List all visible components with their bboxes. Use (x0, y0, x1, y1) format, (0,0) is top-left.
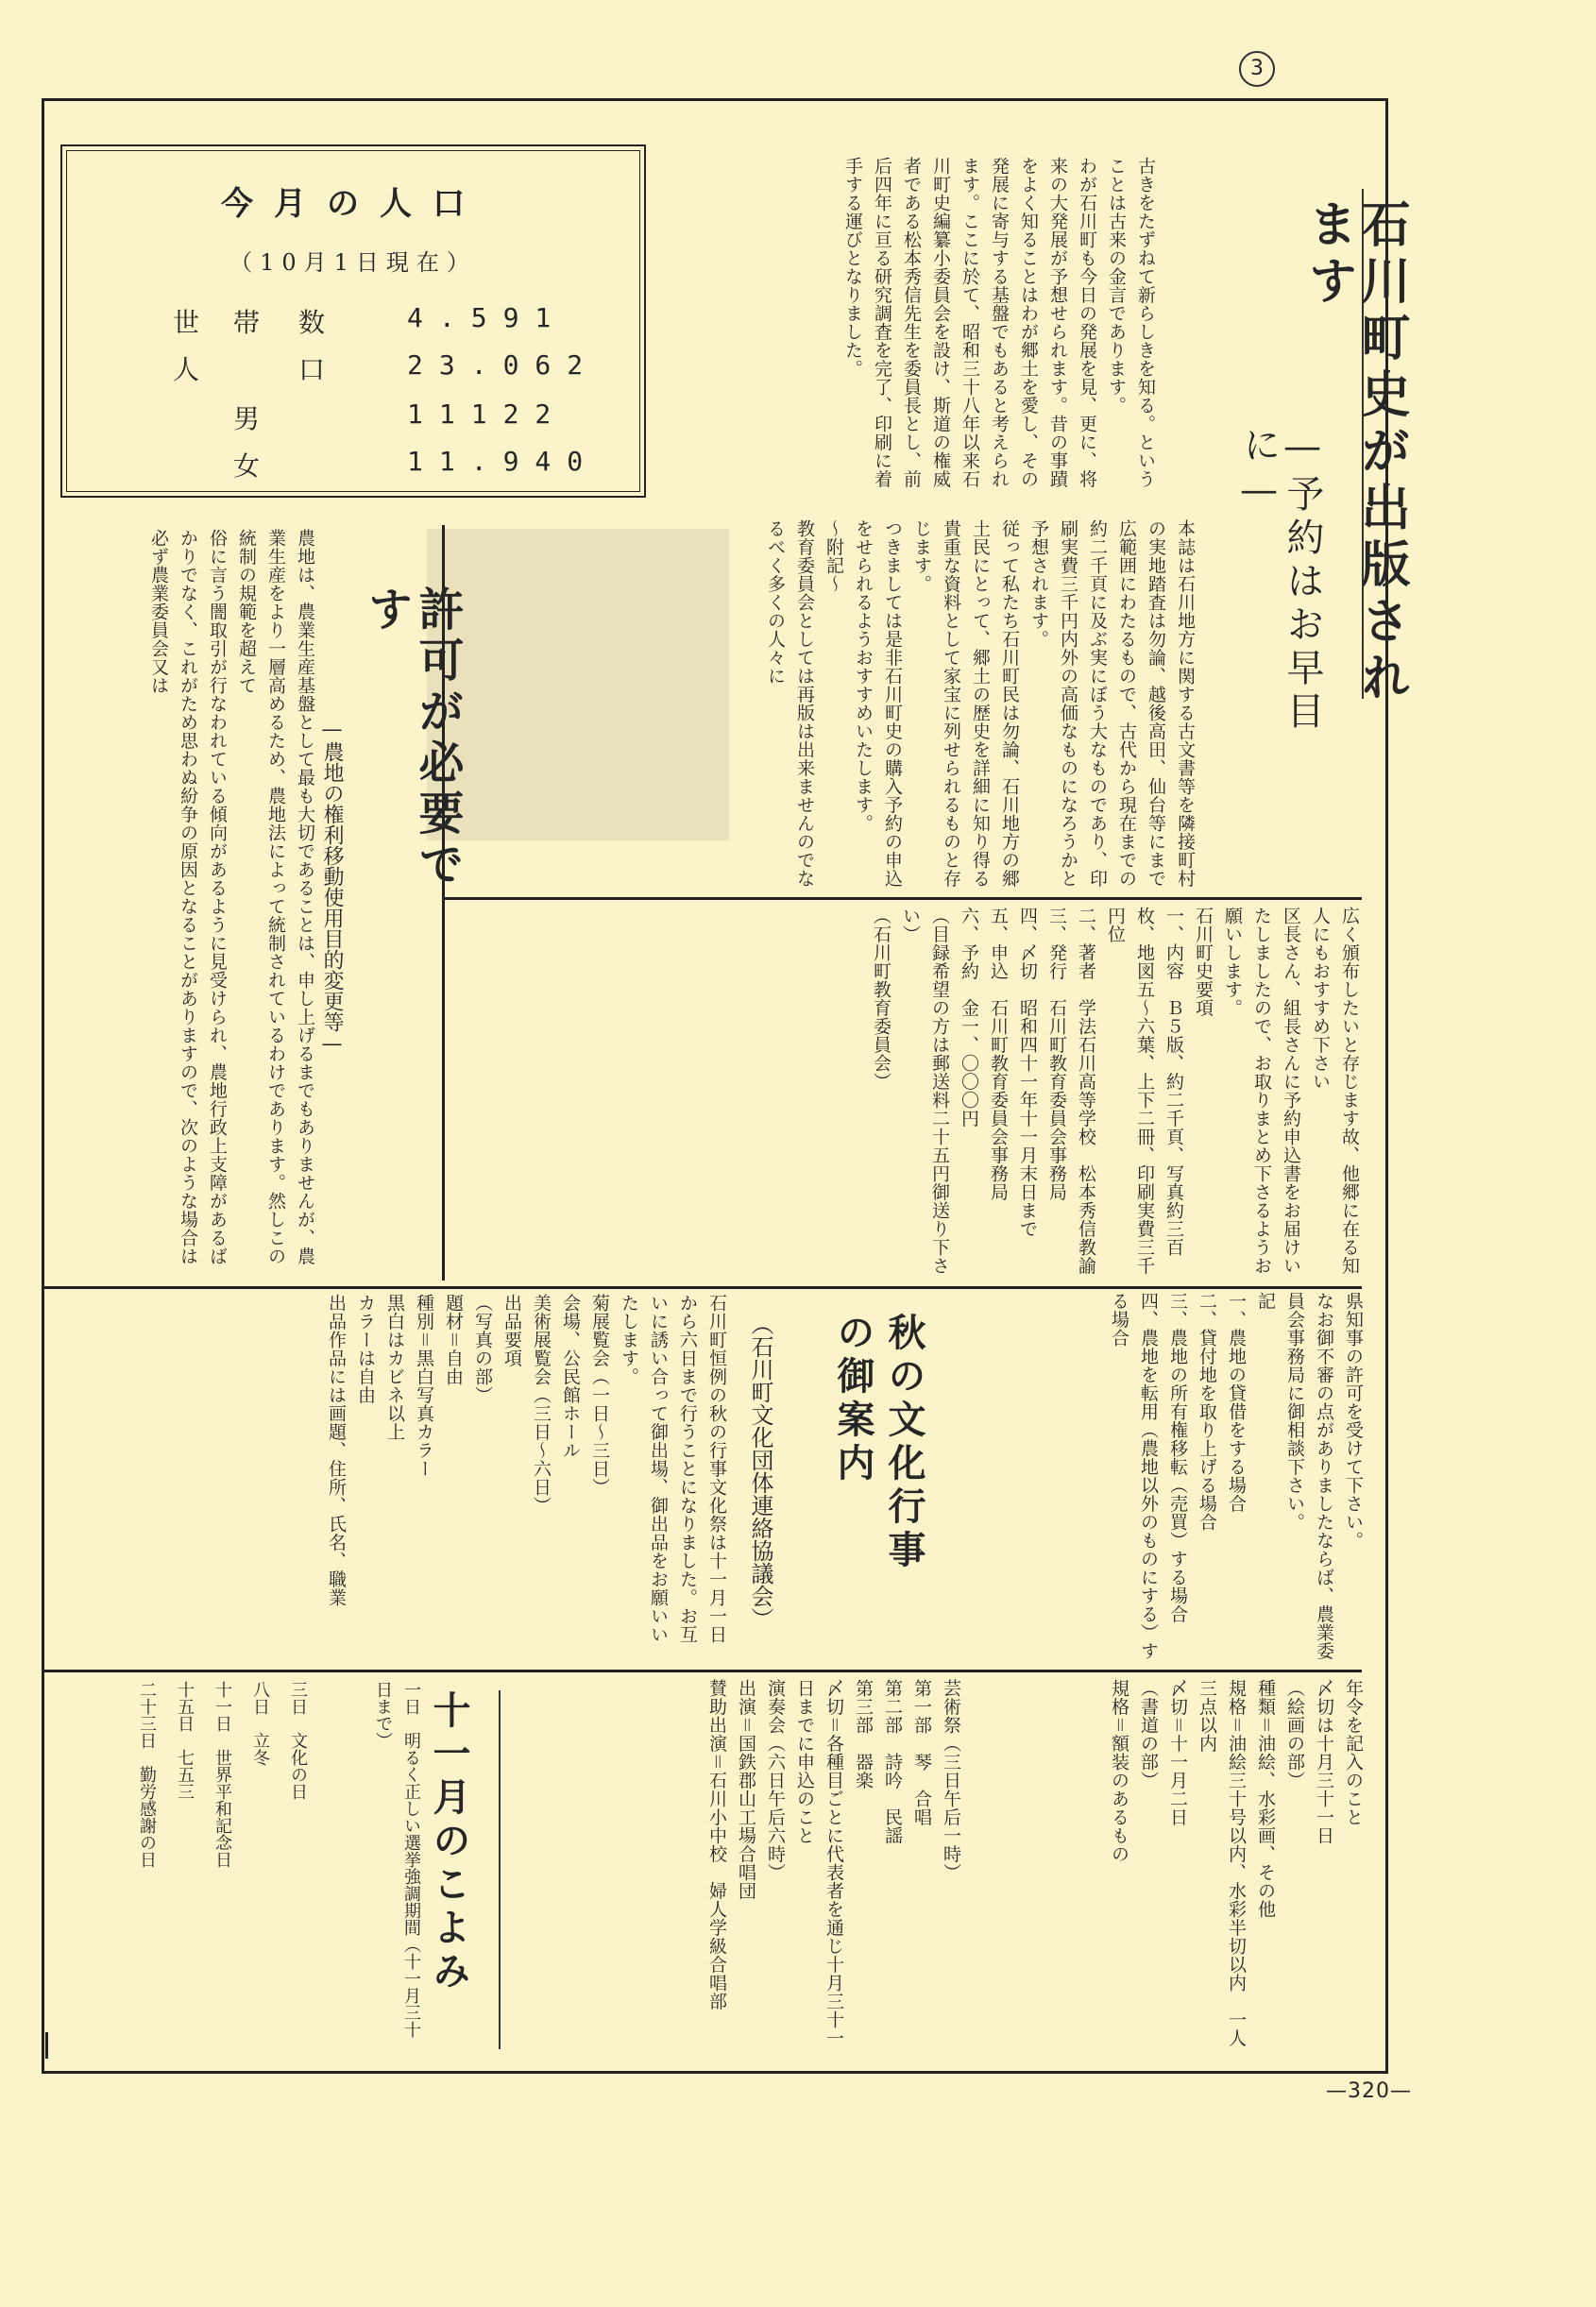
calendar-day: 八日 (250, 1681, 270, 1715)
population-date: （10月1日現在） (229, 249, 477, 276)
lower-divider (43, 1670, 1362, 1672)
calendar-event: 明るく正しい選挙強調期間（十一月三十日まで） (373, 1681, 421, 2038)
people-row (67, 349, 634, 393)
page-number-circle: 3 (1239, 51, 1275, 87)
footer-page-number: —320— (1326, 2079, 1412, 2103)
female-row (67, 446, 634, 489)
female-value: 11.940 (407, 446, 600, 477)
people-label-c: 口 (298, 354, 326, 385)
male-label: 男 (233, 403, 261, 434)
households-row (67, 302, 634, 346)
permit-title: 許可が必要です (360, 585, 464, 891)
calendar-event: 世界平和記念日 (212, 1749, 232, 1868)
history-body-a: 本誌は石川地方に関する古文書等を隣接町村の実地踏査は勿論、越後高田、仙台等にまで広範囲にわたるもので、古代から現在までの約二千頁に及ぶ実にぼう大なものであり、印刷実費三千円内外の高価なものになろうかと予想されます。 従って私たち石川町民は勿論、石川地方の郷土民にとって、郷土の歴史を詳細に知り得る貴重な資料として家宝に列せられるものと存じます。 つきましては是非石川町史の購入予約の申込をせられるようおすすめいたします。 〜附記〜 教育委員会としては再版は出来ませんのでなるべく多くの人々に (765, 519, 1196, 888)
calendar-day: 十一日 (212, 1681, 232, 1732)
history-divider (444, 897, 1362, 900)
calendar-event: 勤労感謝の日 (137, 1766, 157, 1868)
households-label-b: 帯 (233, 307, 261, 338)
history-title-underline (1362, 189, 1364, 699)
calendar-day: 三日 (288, 1681, 308, 1715)
arts-festival: 芸術祭（三日午后一時） 第一部 琴 合唱 第二部 詩吟 民謡 第三部 器楽 〆切＝各種目ごとに代表者を通じ十月三十一日までに申込のこと 演奏会（六日午后六時） 出演＝国鉄郡山工場合唱団 賛助出演＝石川小中校 婦人学級合唱部 (706, 1679, 961, 2047)
permit-body-continued: 県知事の許可を受けて下さい。 なお御不審の点がありましたならば、農業委員会事務局に御相談下さい。 記 一、農地の貸借をする場合 二、貸付地を取り上げる場合 三、農地の所有権移転（売買）する場合 四、農地を転用（農地以外のものにする）する場合 (1109, 1292, 1364, 1660)
households-label-c: 数 (298, 307, 326, 338)
history-intro: 古きをたずねて新らしきを知る。ということは古来の金言であります。 わが石川町も今日の発展を見、更に、将来の大発展が予想せられます。昔の事蹟をよく知ることはわが郷土を愛し、その発展に寄与する基盤でもあると考えられます。ここに於て、昭和三十八年以来石川町史編纂小委員会を設け、斯道の権威者である松本秀信先生を委員長とし、前后四年に亘る研究調査を完了、印刷に着手する運びとなりました。 (842, 157, 1156, 488)
population-box (60, 144, 646, 498)
calendar-list (57, 1681, 421, 2059)
permit-body: 農地は、農業生産基盤として最も大切であることは、申し上げるまでもありませんが、農業生産をより一層高めるため、農地法によって統制されているわけであります。然しこの統制の規範を超えて 俗に言う闇取引が行なわれている傾向があるように見受けられ、農地行政上支障があるばかりでなく、これがため思わぬ紛争の原因となることがありますので、次のような場合は必ず農業委員会又は (148, 529, 315, 1265)
calendar-entry (132, 1681, 189, 2040)
culture-subtitle: （石川町文化団体連絡協議会） (747, 1313, 773, 1630)
female-label: 女 (233, 450, 261, 482)
corner-bracket (45, 2032, 54, 2059)
middle-divider (43, 1286, 1362, 1289)
households-value: 4.591 (407, 302, 568, 333)
permit-subtitle: —農地の権利移動使用目的変更等— (320, 718, 344, 1056)
culture-title: 秋の文化行事の御案内 (831, 1313, 926, 1573)
calendar-day: 十五日 (175, 1681, 195, 1732)
history-body-b: 広く頒布したいと存じます故、他郷に在る知人にもおすすめ下さい 区長さん、組長さんに予約申込書をお届けいたしましたので、お取りまとめ下さるようお願いします。 石川町史要項 一、内容 Ｂ５版、約二千頁、写真約三百枚、地図五〜六葉、上下二冊、印刷実費三千円位 二、著者 学法石川高等学校 松本秀信教諭 三、発行 石川町教育委員会事務局 四、〆切 昭和四十一年十一月末日まで 五、申込 石川町教育委員会事務局 六、予約 金一、〇〇〇円 （目録希望の方は郵送料二十五円御送り下さい） （石川町教育委員会） (871, 907, 1360, 1275)
calendar-divider (499, 1690, 501, 2049)
calendar-entry (368, 1681, 453, 2040)
calendar-title: 十一月のこよみ (427, 1690, 471, 1994)
history-title: 石川町史が出版されます (1299, 198, 1410, 708)
calendar-event: 立冬 (250, 1732, 270, 1766)
male-value: 11122 (407, 399, 568, 430)
male-row (67, 399, 634, 442)
calendar-day: 二十三日 (137, 1681, 157, 1749)
calendar-event: 文化の日 (288, 1732, 308, 1800)
culture-body-right: 年令を記入のこと 〆切は十月三十一日 （絵画の部） 種類＝油絵、水彩画、その他 規格＝油絵三十号以内、水彩半切以内 一人三点以内 〆切＝十一月二日 （書道の部） 規格＝額装のあるもの (1109, 1679, 1364, 2047)
population-box-inner (66, 150, 640, 492)
calendar-day: 一日 (401, 1681, 421, 1715)
culture-body: 石川町恒例の秋の行事文化祭は十一月一日から六日まで行うことになりました。お互いに誘い合って御出場、御出品をお願いいたします。 菊展覧会（一日〜三日） 会場、公民館ホール 美術展覧会（三日〜六日） 出品要項 （写真の部） 題材＝自由 種別＝黒白写真カラー 黒白はカビネ以上 カラーは自由 出品作品には画題、住所、氏名、職業 (326, 1294, 727, 1644)
history-subtitle: —予約はお早目に— (1237, 425, 1324, 735)
calendar-event: 七五三 (175, 1749, 195, 1800)
people-value: 23.062 (407, 349, 600, 381)
population-title: 今月の人口 (221, 185, 485, 223)
people-label-a: 人 (173, 354, 200, 385)
households-label-a: 世 (173, 307, 200, 338)
